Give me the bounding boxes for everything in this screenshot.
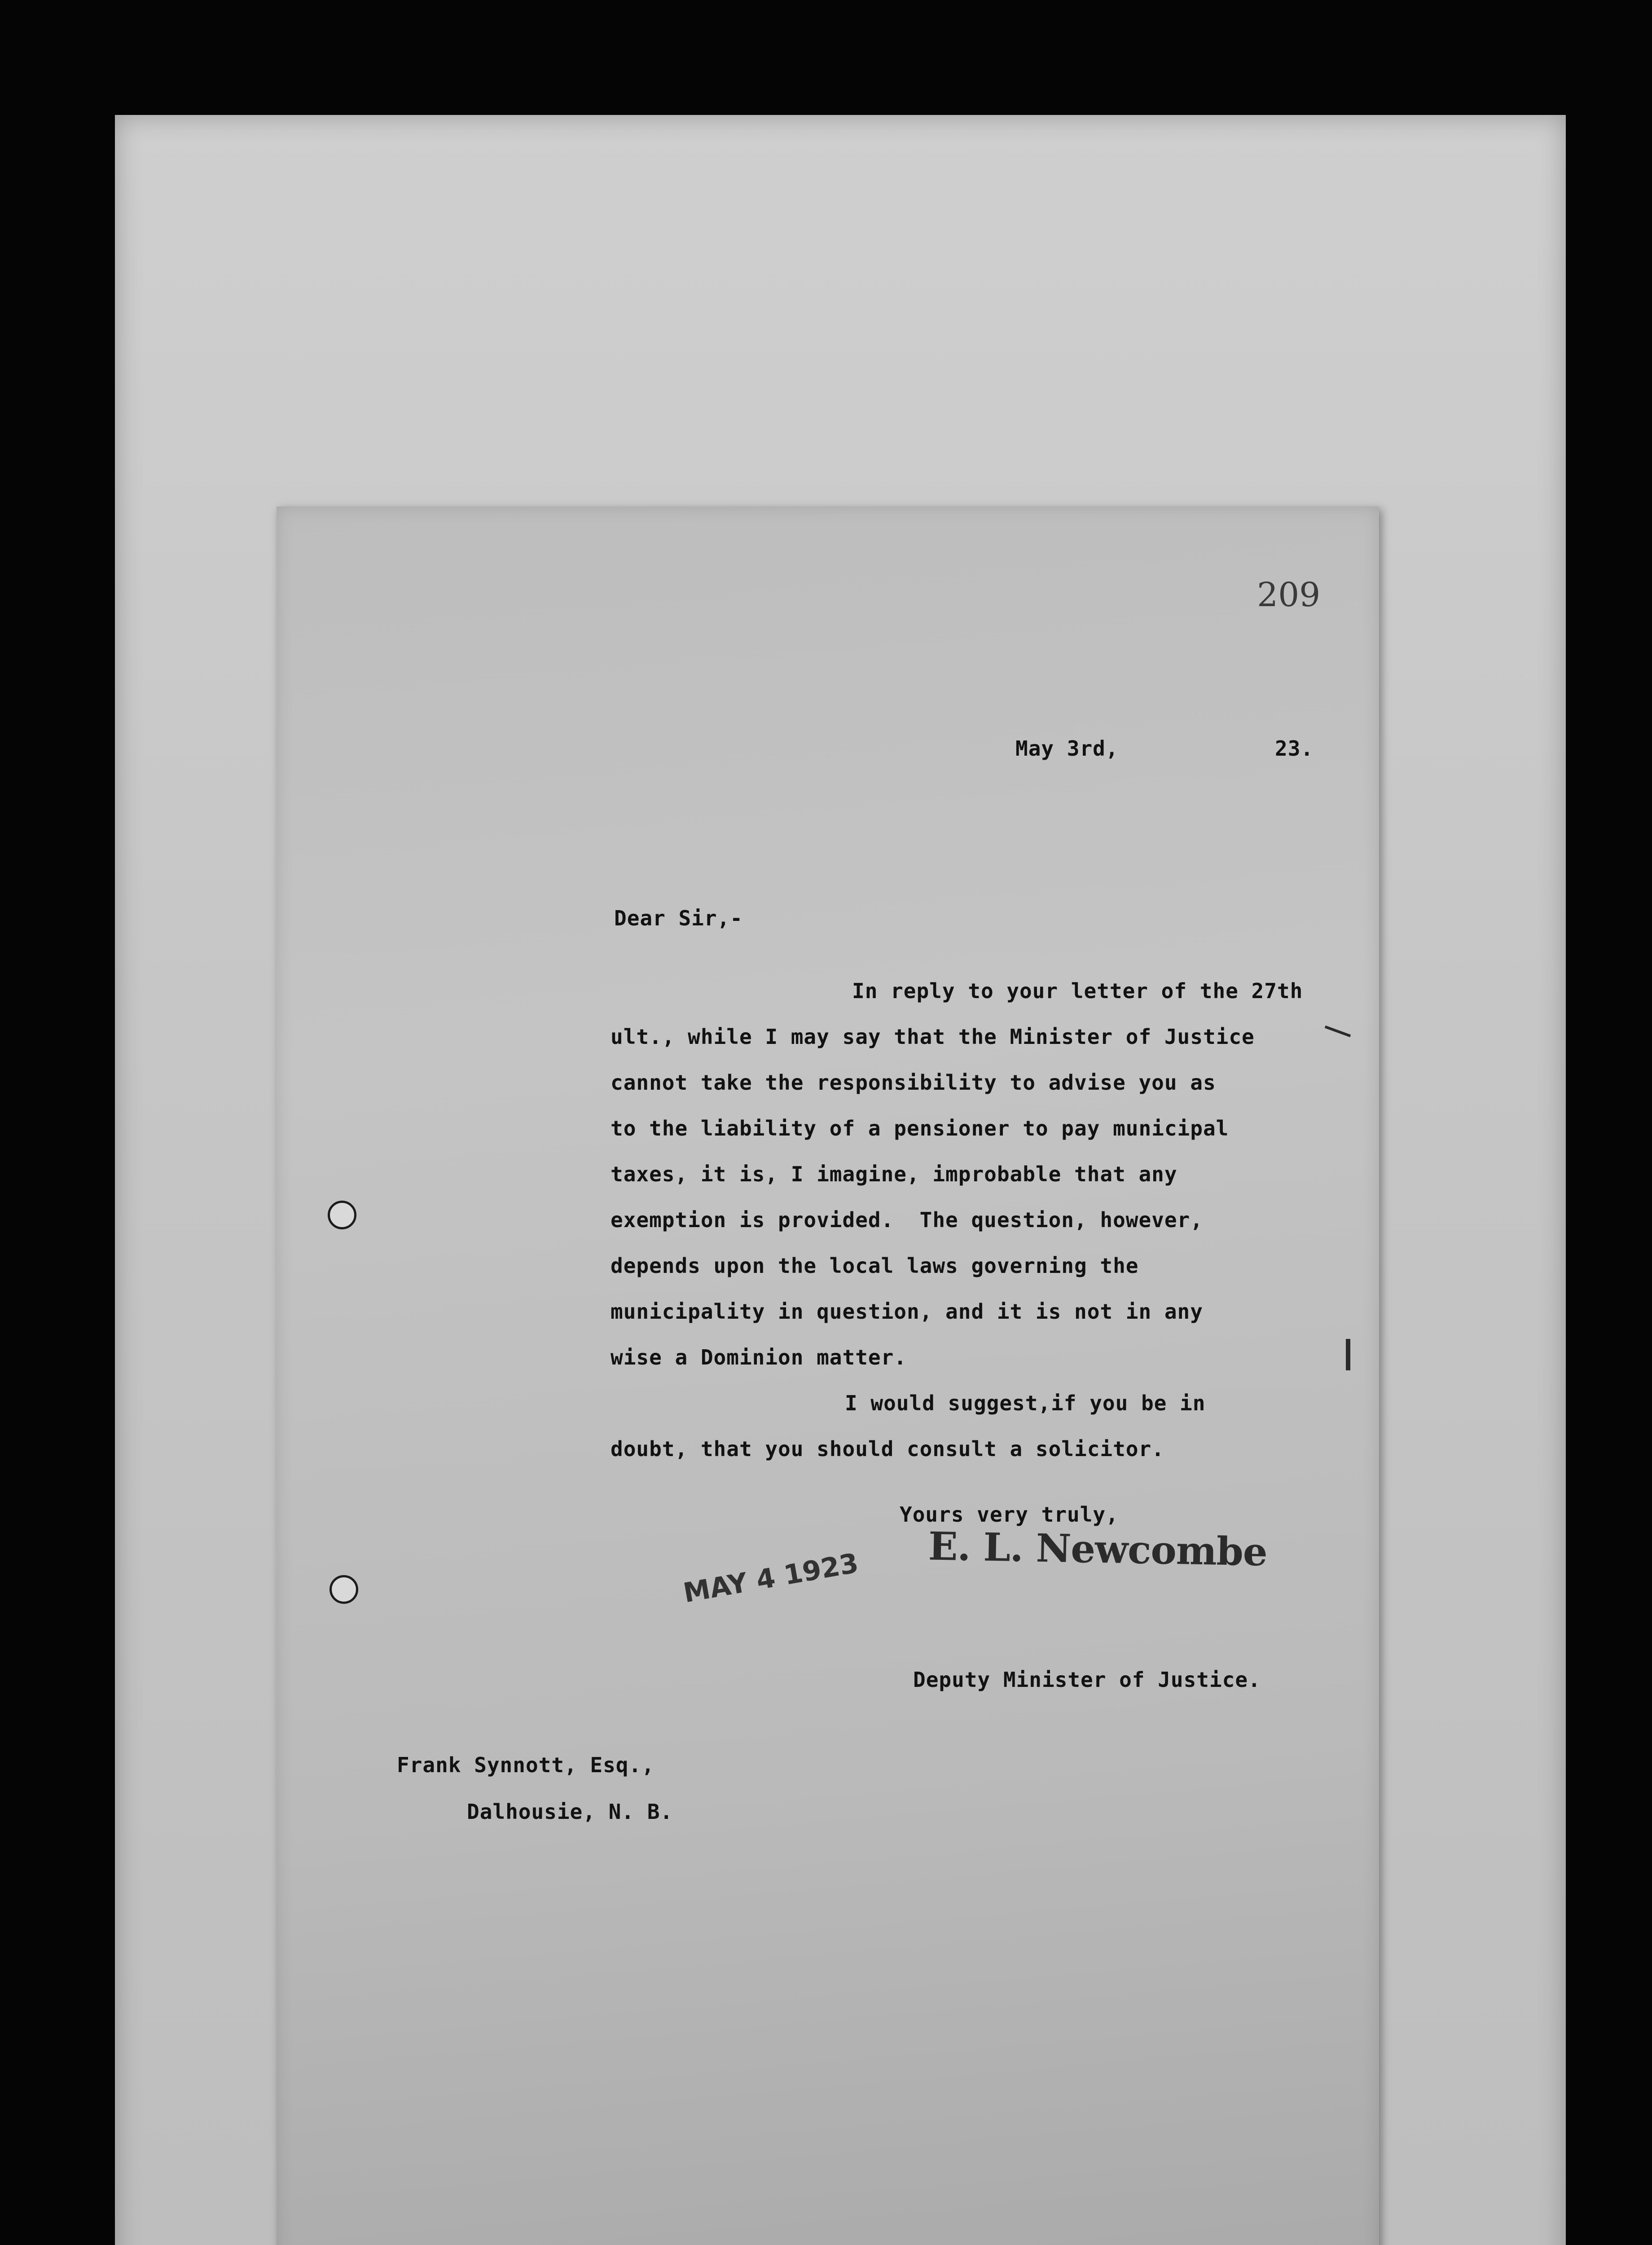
addressee-name: Frank Synnott, Esq.,	[397, 1753, 655, 1777]
body-line: I would suggest,if you be in	[845, 1391, 1206, 1415]
received-date-stamp: MAY 4 1923	[681, 1547, 861, 1609]
signer-title: Deputy Minister of Justice.	[913, 1668, 1261, 1692]
letter-page	[277, 506, 1379, 2245]
margin-mark	[1346, 1339, 1350, 1370]
body-line: to the liability of a pensioner to pay municipal	[611, 1116, 1229, 1140]
letter-date: May 3rd,	[1015, 736, 1119, 761]
body-line: taxes, it is, I imagine, improbable that any	[611, 1162, 1177, 1186]
punch-hole-icon	[328, 1201, 356, 1229]
body-line: exemption is provided. The question, however,	[611, 1208, 1203, 1232]
body-line: In reply to your letter of the 27th	[852, 979, 1303, 1003]
body-line: municipality in question, and it is not in any	[611, 1299, 1203, 1324]
punch-hole-icon	[330, 1575, 358, 1604]
page-number: 209	[1257, 576, 1321, 614]
body-line: depends upon the local laws governing the	[611, 1254, 1139, 1278]
body-line: doubt, that you should consult a solicitor.	[611, 1437, 1164, 1461]
body-line: cannot take the responsibility to advise you as	[611, 1070, 1216, 1095]
body-line: ult., while I may say that the Minister of Justice	[611, 1025, 1255, 1049]
salutation: Dear Sir,-	[614, 906, 743, 930]
letter-year: 23.	[1275, 736, 1314, 761]
addressee-place: Dalhousie, N. B.	[467, 1800, 673, 1824]
closing: Yours very truly,	[900, 1502, 1119, 1527]
body-line: wise a Dominion matter.	[611, 1345, 907, 1369]
signature-stamp: E. L. Newcombe	[928, 1523, 1268, 1575]
